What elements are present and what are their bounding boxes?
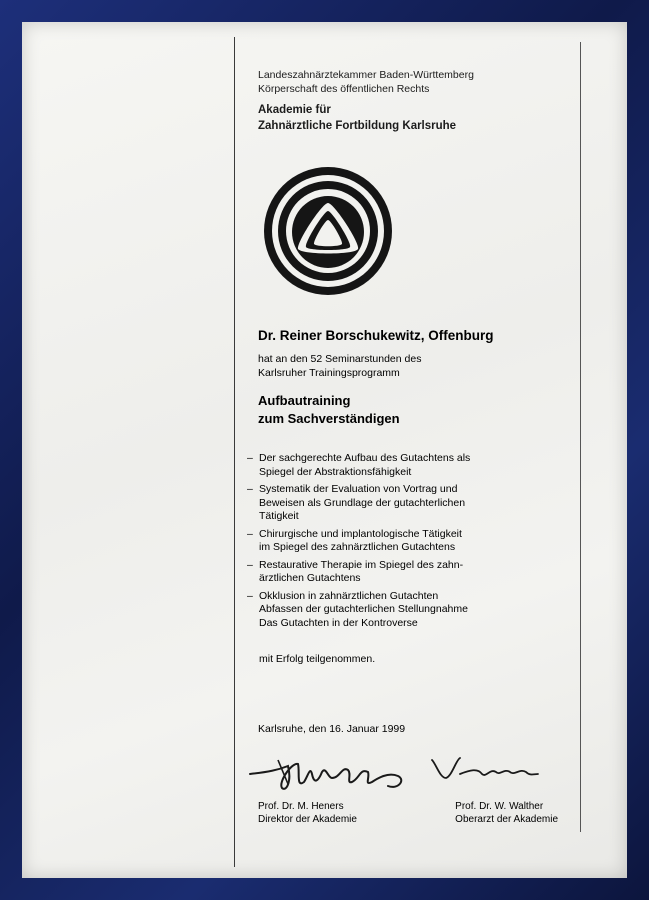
signatory-2 <box>455 800 558 826</box>
topic-text: Abfassen der gutachterlichen Stellungnahme <box>259 603 468 615</box>
signatory-role: Direktor der Akademie <box>258 814 357 825</box>
topic-text: Restaurative Therapie im Spiegel des zahn- <box>259 558 464 571</box>
signature-row <box>258 800 558 826</box>
topic-item: – Chirurgische und implantologische Tätigkeit im Spiegel des zahnärztlichen Gutachtens <box>247 528 567 555</box>
topic-list <box>247 452 567 666</box>
intro-line-2: Karlsruher Trainingsprogramm <box>258 367 400 379</box>
topic-text: Systematik der Evaluation von Vortrag und <box>259 483 458 495</box>
academy-logo-icon <box>262 165 394 297</box>
signature-walther-icon <box>430 754 540 788</box>
topic-text: Tätigkeit <box>259 510 299 522</box>
completion-text: mit Erfolg teilgenommen. <box>259 653 376 665</box>
course-title-line-1: Aufbautraining <box>258 393 351 408</box>
signatory-name: Prof. Dr. W. Walther <box>455 801 544 812</box>
left-rule-line <box>234 37 235 867</box>
academy-line-2: Zahnärztliche Fortbildung Karlsruhe <box>258 120 457 132</box>
right-rule-line <box>580 42 581 832</box>
topic-item: – Der sachgerechte Aufbau des Gutachtens als Spiegel der Abstraktionsfähigkeit <box>247 452 567 479</box>
topic-text: ärztlichen Gutachtens <box>259 572 361 584</box>
certificate-paper <box>22 22 627 878</box>
topic-item: – Systematik der Evaluation von Vortrag und Beweisen als Grundlage der gutachterlichen Tätigkeit <box>247 483 567 524</box>
signatory-role: Oberarzt der Akademie <box>455 814 558 825</box>
signatory-1 <box>258 800 357 826</box>
signature-captions <box>258 800 568 826</box>
signatory-name: Prof. Dr. M. Heners <box>258 801 344 812</box>
recipient-block <box>258 328 578 428</box>
topic-item: – Restaurative Therapie im Spiegel des zahn- ärztlichen Gutachtens <box>247 559 567 586</box>
topic-text: Das Gutachten in der Kontroverse <box>259 616 418 629</box>
topic-text: Spiegel der Abstraktionsfähigkeit <box>259 465 412 478</box>
course-title-line-2: zum Sachverständigen <box>258 411 400 426</box>
signature-heners-icon <box>248 752 418 800</box>
topic-text: Beweisen als Grundlage der gutachterlichen <box>259 496 466 509</box>
topic-text: Chirurgische und implantologische Tätigkeit <box>259 527 462 540</box>
corporation-status: Körperschaft des öffentlichen Rechts <box>258 83 430 95</box>
topic-item: – Okklusion in zahnärztlichen Gutachten Abfassen der gutachterlichen Stellungnahme Das Gutachten in der Kontroverse <box>247 590 567 631</box>
academy-line-1: Akademie für <box>258 104 331 116</box>
topic-text: Okklusion in zahnärztlichen Gutachten <box>259 589 439 602</box>
place-date: Karlsruhe, den 16. Januar 1999 <box>258 723 406 735</box>
intro-line-1: hat an den 52 Seminarstunden des <box>258 353 422 365</box>
issuer-block <box>258 68 474 134</box>
chamber-name: Landeszahnärztekammer Baden-Württemberg <box>258 69 474 81</box>
topic-text: im Spiegel des zahnärztlichen Gutachtens <box>259 541 456 553</box>
topic-text: Der sachgerechte Aufbau des Gutachtens als <box>259 452 471 464</box>
recipient-name: Dr. Reiner Borschukewitz, Offenburg <box>258 328 494 343</box>
